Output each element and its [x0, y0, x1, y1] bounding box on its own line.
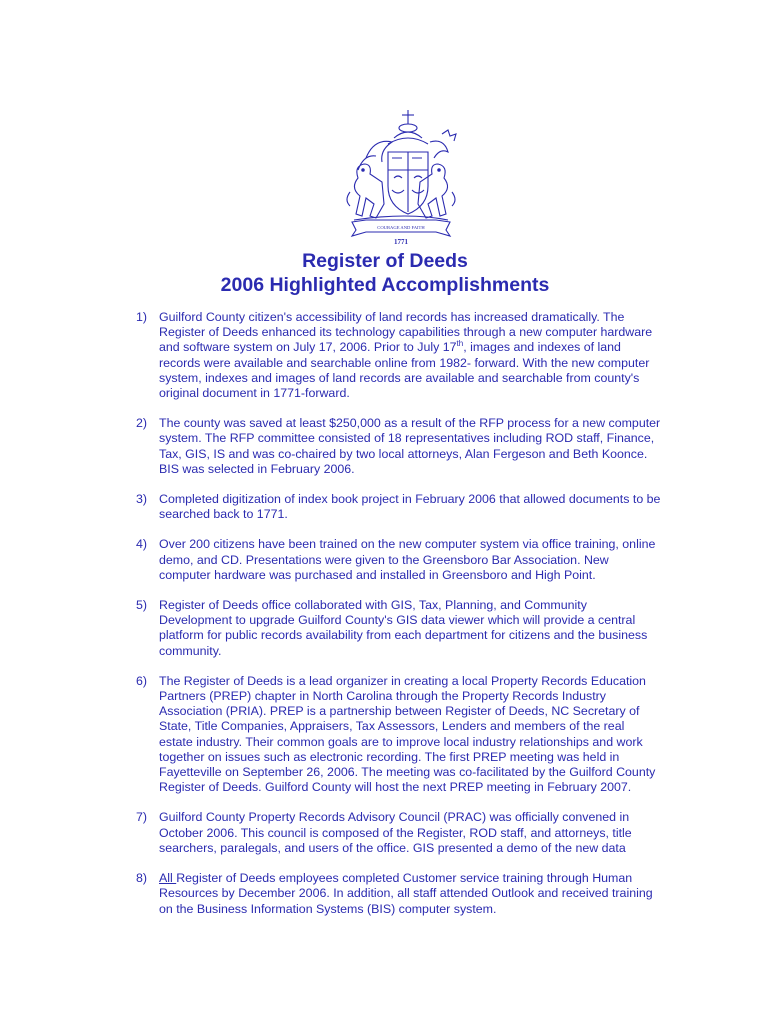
item-text: The county was saved at least $250,000 as a result of the RFP process for a new computer system. The RFP committee consisted of 18 representatives including ROD staff, Finance, Tax, GIS, IS and was co-chaired by two local attorneys, Alan Fergeson and Beth Koonce. BIS was selected in February 2006.: [159, 416, 661, 476]
item-text-part: Guilford County citizen's accessibility of land records has increased dramatically. The Register of Deeds enhanced its technology capabilities through a new computer hardware and software system on July 17, 2006. Prior to July 17: [159, 310, 653, 355]
item-number: 8): [136, 871, 148, 886]
county-seal: [336, 108, 466, 250]
list-item: [136, 492, 661, 522]
item-text: Register of Deeds office collaborated with GIS, Tax, Planning, and Community Development to upgrade Guilford County's GIS data viewer which will provide a central platform for public records availability from each department for citizens and the business community.: [159, 598, 648, 658]
list-item: [136, 310, 661, 401]
item-text: Completed digitization of index book project in February 2006 that allowed documents to be searched back to 1771.: [159, 492, 661, 522]
page-title: Register of Deeds: [302, 250, 468, 272]
seal-motto: COURAGE AND FAITH: [377, 225, 425, 230]
seal-year: 1771: [394, 238, 408, 246]
underlined-word: All: [159, 871, 177, 886]
item-number: 2): [136, 416, 148, 431]
item-text: Guilford County Property Records Advisory Council (PRAC) was officially convened in October 2006. This council is composed of the Register, ROD staff, and attorneys, title searchers, paralegals, and users of the office. GIS presented a demo of the new data: [159, 810, 632, 855]
item-number: 5): [136, 598, 148, 613]
item-text: [159, 310, 661, 401]
item-superscript: th: [456, 339, 464, 349]
list-item: [136, 598, 661, 659]
list-item: [136, 537, 661, 583]
item-number: 7): [136, 810, 148, 825]
item-text-part: Register of Deeds employees completed Customer service training through Human Resources by December 2006. In addition, all staff attended Outlook and received training on the Business Information Systems (BIS) computer system.: [159, 871, 653, 916]
item-text-part: , images and indexes of land records were available and searchable online from 1982- forward. With the new computer system, indexes and images of land records are available and searchable from county's original document in 1771-forward.: [159, 340, 650, 401]
list-item: [136, 674, 661, 796]
page-subtitle: 2006 Highlighted Accomplishments: [220, 274, 550, 296]
list-item: [136, 416, 661, 477]
item-number: 3): [136, 492, 148, 507]
county-seal-icon: [336, 108, 466, 250]
item-number: 6): [136, 673, 148, 688]
accomplishments-list: [136, 310, 661, 932]
item-text: Over 200 citizens have been trained on the new computer system via office training, online demo, and CD. Presentations were given to the Greensboro Bar Association. New computer hardware was purchased and installed in Greensboro and High Point.: [159, 537, 656, 582]
item-number: 1): [136, 310, 148, 324]
item-text: The Register of Deeds is a lead organizer in creating a local Property Records Education Partners (PREP) chapter in North Carolina through the Property Records Industry Association (PRIA). PREP is a partnership between Register of Deeds, NC Secretary of State, Title Companies, Appraisers, Tax Assessors, Lenders and members of the real estate industry. Their common goals are to improve local industry relationships and work together on issues such as electronic recording. The first PREP meeting was held in Fayetteville on September 26, 2006. The meeting was co-facilitated by the Guilford County Register of Deeds. Guilford County will host the next PREP meeting in February 2007.: [159, 673, 656, 795]
item-text: [159, 871, 661, 917]
list-item: [136, 810, 661, 856]
list-item: [136, 871, 661, 917]
item-number: 4): [136, 537, 148, 552]
